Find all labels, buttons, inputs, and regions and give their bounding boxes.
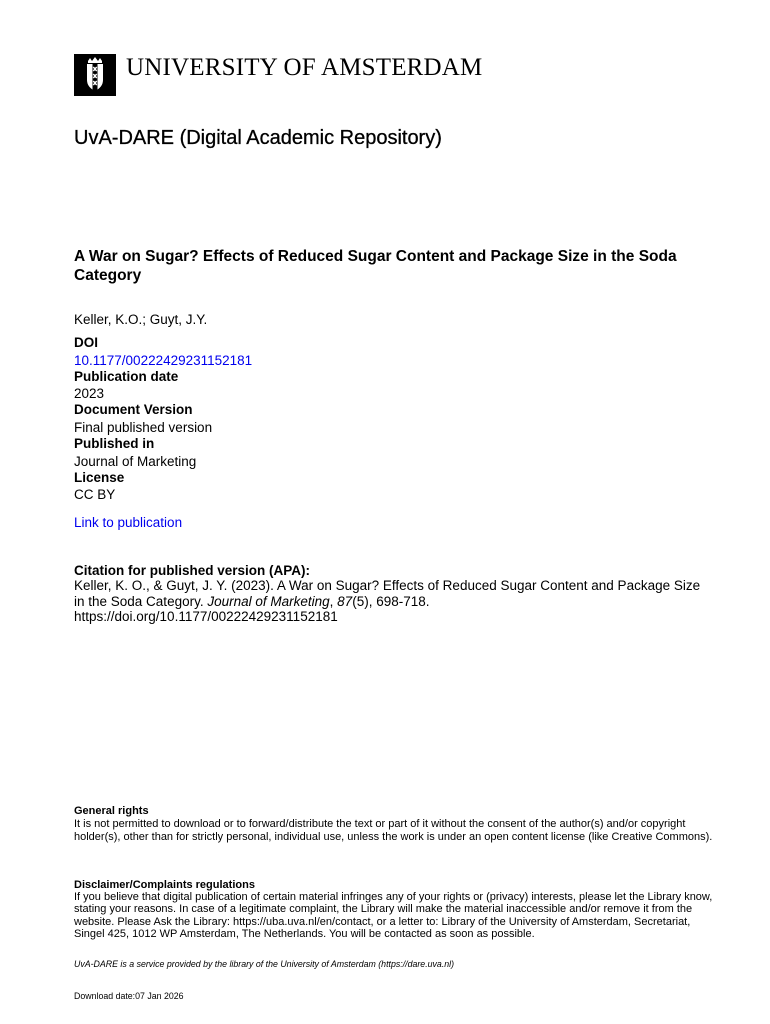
citation-volume: 87 <box>337 593 353 609</box>
service-note: UvA-DARE is a service provided by the library of the University of Amsterdam (https://dare.uva.nl) <box>74 959 455 969</box>
article-title: A War on Sugar? Effects of Reduced Sugar Content and Package Size in the Soda Category <box>74 248 677 284</box>
citation-authors-title: Keller, K. O., & Guyt, J. Y. (2023). A War on Sugar? Effects of Reduced Sugar Content and Package Size in the Soda Category. <box>74 578 701 609</box>
publication-date-label: Publication date <box>74 368 179 384</box>
disclaimer-heading: Disclaimer/Complaints regulations <box>74 879 255 891</box>
university-name: UNIVERSITY OF AMSTERDAM <box>126 54 483 81</box>
citation-separator: , <box>329 593 338 609</box>
doi-label: DOI <box>74 335 99 350</box>
repository-title: UvA-DARE (Digital Academic Repository) <box>74 127 442 149</box>
general-rights-text: It is not permitted to download or to forward/distribute the text or part of it without the consent of the author(s) and/or copyright holder(s), other than for strictly personal, individual use, unless the work is under an open content license (like Creative Commons). <box>74 818 713 843</box>
download-date: Download date:07 Jan 2026 <box>74 991 184 1001</box>
disclaimer-text: If you believe that digital publication of certain material infringes any of your rights or (privacy) interests, please let the Library know, stating your reasons. In case of a legitimate complaint, the Library will make the material inaccessible and/or remove it from the website. Please Ask the Library: https://uba.uva.nl/en/contact, or a letter to: Library of the University of Amsterdam, Secretariat, Singel 425, 1012 WP Amsterdam, The Netherlands. You will be contacted as soon as possible. <box>74 891 713 941</box>
document-version-label: Document Version <box>74 402 193 418</box>
publication-date-value: 2023 <box>74 386 105 402</box>
uva-crest-icon <box>74 54 116 96</box>
citation-heading: Citation for published version (APA): <box>74 563 310 578</box>
citation-url: https://doi.org/10.1177/00222429231152181 <box>74 609 338 625</box>
general-rights-heading: General rights <box>74 805 149 817</box>
article-authors: Keller, K.O.; Guyt, J.Y. <box>74 312 208 327</box>
published-in-value: Journal of Marketing <box>74 453 197 469</box>
document-version-value: Final published version <box>74 419 213 435</box>
citation-issue-pages: (5), 698-718. <box>352 593 430 609</box>
published-in-label: Published in <box>74 436 155 452</box>
link-to-publication[interactable]: Link to publication <box>74 515 183 530</box>
license-value: CC BY <box>74 487 116 503</box>
license-label: License <box>74 469 125 485</box>
metadata-block <box>74 335 474 504</box>
citation-journal: Journal of Marketing <box>207 593 330 609</box>
doi-link[interactable]: 10.1177/00222429231152181 <box>74 352 253 368</box>
citation-text <box>74 578 714 625</box>
